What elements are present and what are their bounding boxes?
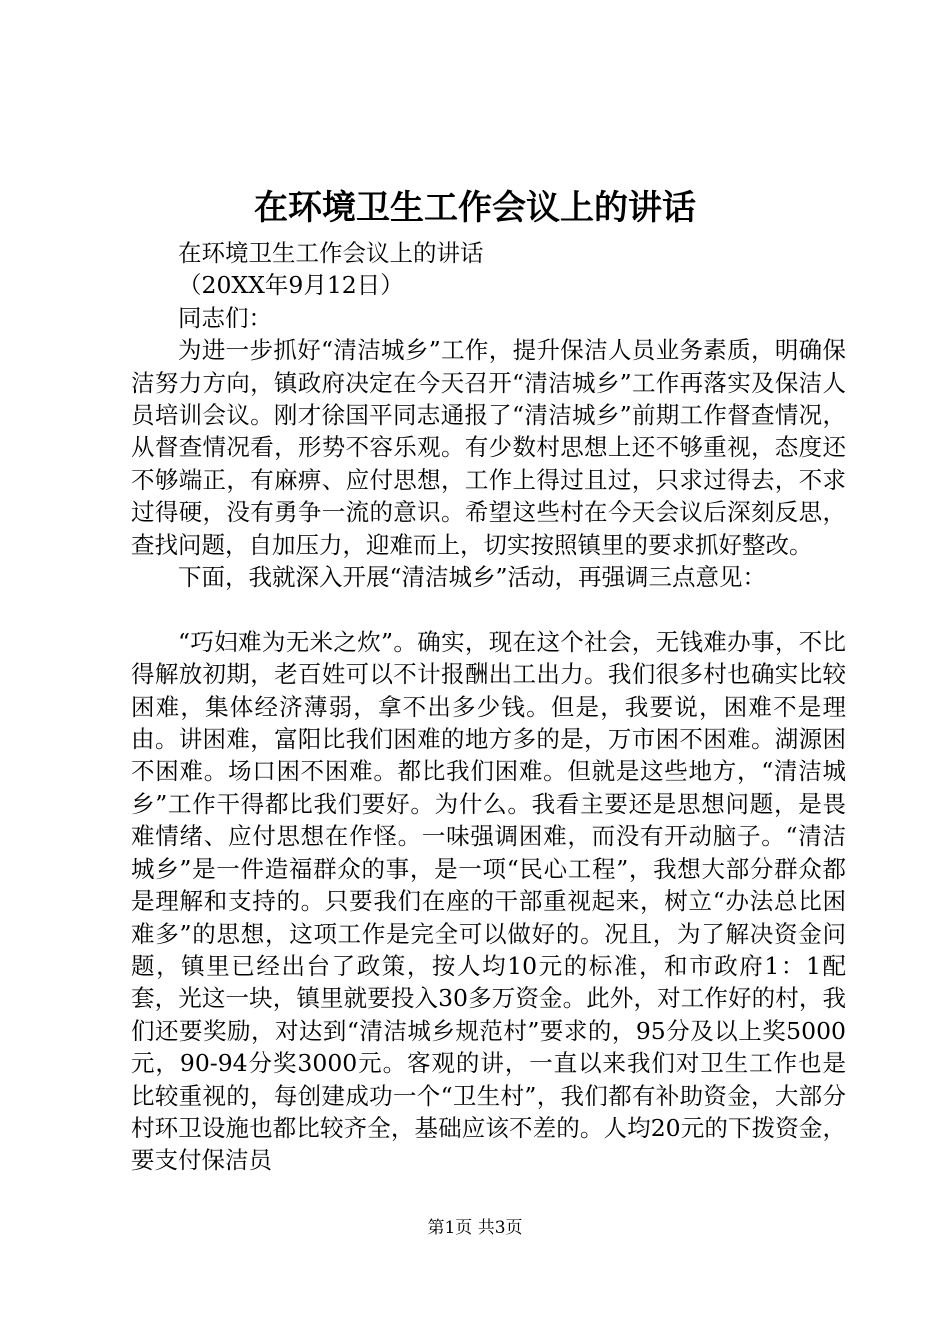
document-title: 在环境卫生工作会议上的讲话: [254, 188, 696, 228]
salutation: 同志们：: [178, 303, 272, 332]
speech-date: （20XX年9月12日）: [178, 271, 404, 300]
paragraph-outline: 下面，我就深入开展“清洁城乡”活动，再强调三点意见：: [178, 563, 767, 592]
subtitle: 在环境卫生工作会议上的讲话: [178, 239, 484, 267]
paragraph-intro: 为进一步抓好“清洁城乡”工作，提升保洁人员业务素质，明确保洁努力方向，镇政府决定在今天召开“清洁城乡”工作再落实及保洁人员培训会议。刚才徐国平同志通报了“清洁城乡”前期工作督查情况，从督查情况看，形势不容乐观。有少数村思想上还不够重视，态度还不够端正，有麻痹、应付思想，工作上得过且过，只求过得去，不求过得硬，没有勇争一流的意识。希望这些村在今天会议后深刻反思，查找问题，自加压力，迎难而上，切实按照镇里的要求抓好整改。: [131, 336, 846, 559]
paragraph-funding: “巧妇难为无米之炊”。确实，现在这个社会，无钱难办事，不比得解放初期，老百姓可以不计报酬出工出力。我们很多村也确实比较困难，集体经济薄弱，拿不出多少钱。但是，我要说，困难不是理由。讲困难，富阳比我们困难的地方多的是，万市困不困难。湖源困不困难。场口困不困难。都比我们困难。但就是这些地方，“清洁城乡”工作干得都比我们要好。为什么。我看主要还是思想问题，是畏难情绪、应付思想在作怪。一味强调困难，而没有开动脑子。“清洁城乡”是一件造福群众的事，是一项“民心工程”，我想大部分群众都是理解和支持的。只要我们在座的干部重视起来，树立“办法总比困难多”的思想，这项工作是完全可以做好的。况且，为了解决资金问题，镇里已经出台了政策，按人均10元的标准，和市政府1：1配套，光这一块，镇里就要投入30多万资金。此外，对工作好的村，我们还要奖励，对达到“清洁城乡规范村”要求的，95分及以上奖5000元，90-94分奖3000元。客观的讲，一直以来我们对卫生工作也是比较重视的，每创建成功一个“卫生村”，我们都有补助资金，大部分村环卫设施也都比较齐全，基础应该不差的。人均20元的下拨资金，要支付保洁员: [131, 627, 846, 1175]
page-footer: 第1页 共3页: [427, 1218, 523, 1238]
blank-line: [131, 593, 846, 625]
document-body: [131, 237, 846, 1177]
